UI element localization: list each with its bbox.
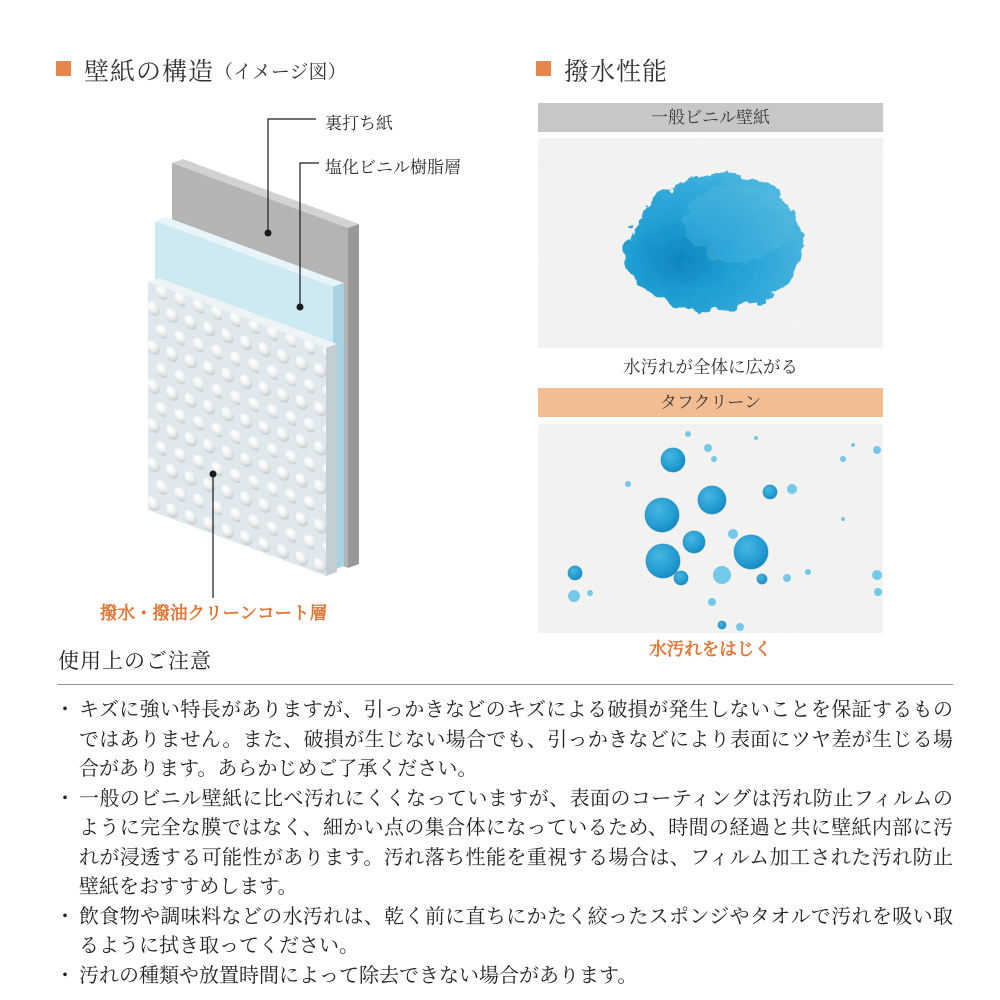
- photo-water-spreading: [538, 138, 883, 348]
- performance-section-title-text: 撥水性能: [564, 58, 669, 86]
- usage-note-item: ・ キズに強い特長がありますが、引っかきなどのキズによる破損が発生しないことを保証するものではありません。また、破損が生じない場合でも、引っかきなどにより表面にツヤ差が生じる場合があります。あらかじめご了承ください。: [58, 696, 953, 785]
- usage-note-item: ・ 飲食物や調味料などの水汚れは、乾く前に直ちにかたく絞ったスポンジやタオルで汚れを吸い取るように拭き取ってください。: [58, 903, 953, 962]
- coat-layer-side-face: [326, 344, 337, 576]
- structure-section-title-text: 壁紙の構造: [84, 58, 215, 86]
- usage-notes-title: 使用上のご注意: [58, 650, 212, 673]
- usage-notes-section: [58, 645, 953, 991]
- wallpaper-layers-diagram: [0, 0, 500, 660]
- usage-note-item: ・ 一般のビニル壁紙に比べ汚れにくくなっていますが、表面のコーティングは汚れ防止フィルムのように完全な膜ではなく、細かい点の集合体になっているため、時間の経過と共に壁紙内部に汚れが浸透する可能性があります。汚れ落ち性能を重視する場合は、フィルム加工された汚れ防止壁紙をおすすめします。: [58, 785, 953, 903]
- panel-header-tough-clean: タフクリーン: [538, 388, 883, 417]
- water-repellency-comparison: [538, 103, 883, 675]
- caption-water-spreads: 水汚れが全体に広がる: [623, 357, 798, 377]
- backing-layer-side-face: [348, 224, 359, 568]
- structure-section-title-suffix: （イメージ図）: [214, 62, 347, 83]
- performance-section-title: [536, 52, 668, 88]
- panel-header-generic-vinyl: 一般ビニル壁紙: [538, 103, 883, 132]
- section-marker-square: [536, 61, 551, 76]
- label-vinyl-resin-layer: 塩化ビニル樹脂層: [325, 158, 461, 177]
- label-clean-coat-layer: 撥水・撥油クリーンコート層: [100, 603, 328, 623]
- divider-line: [58, 684, 953, 685]
- caption-water-repels: 水汚れをはじく: [649, 639, 772, 659]
- usage-note-item: ・ 汚れの種類や放置時間によって除去できない場合があります。: [58, 962, 953, 992]
- usage-notes-list: [58, 696, 953, 991]
- photo-water-beading: [538, 424, 883, 633]
- label-backing-paper: 裏打ち紙: [325, 114, 393, 133]
